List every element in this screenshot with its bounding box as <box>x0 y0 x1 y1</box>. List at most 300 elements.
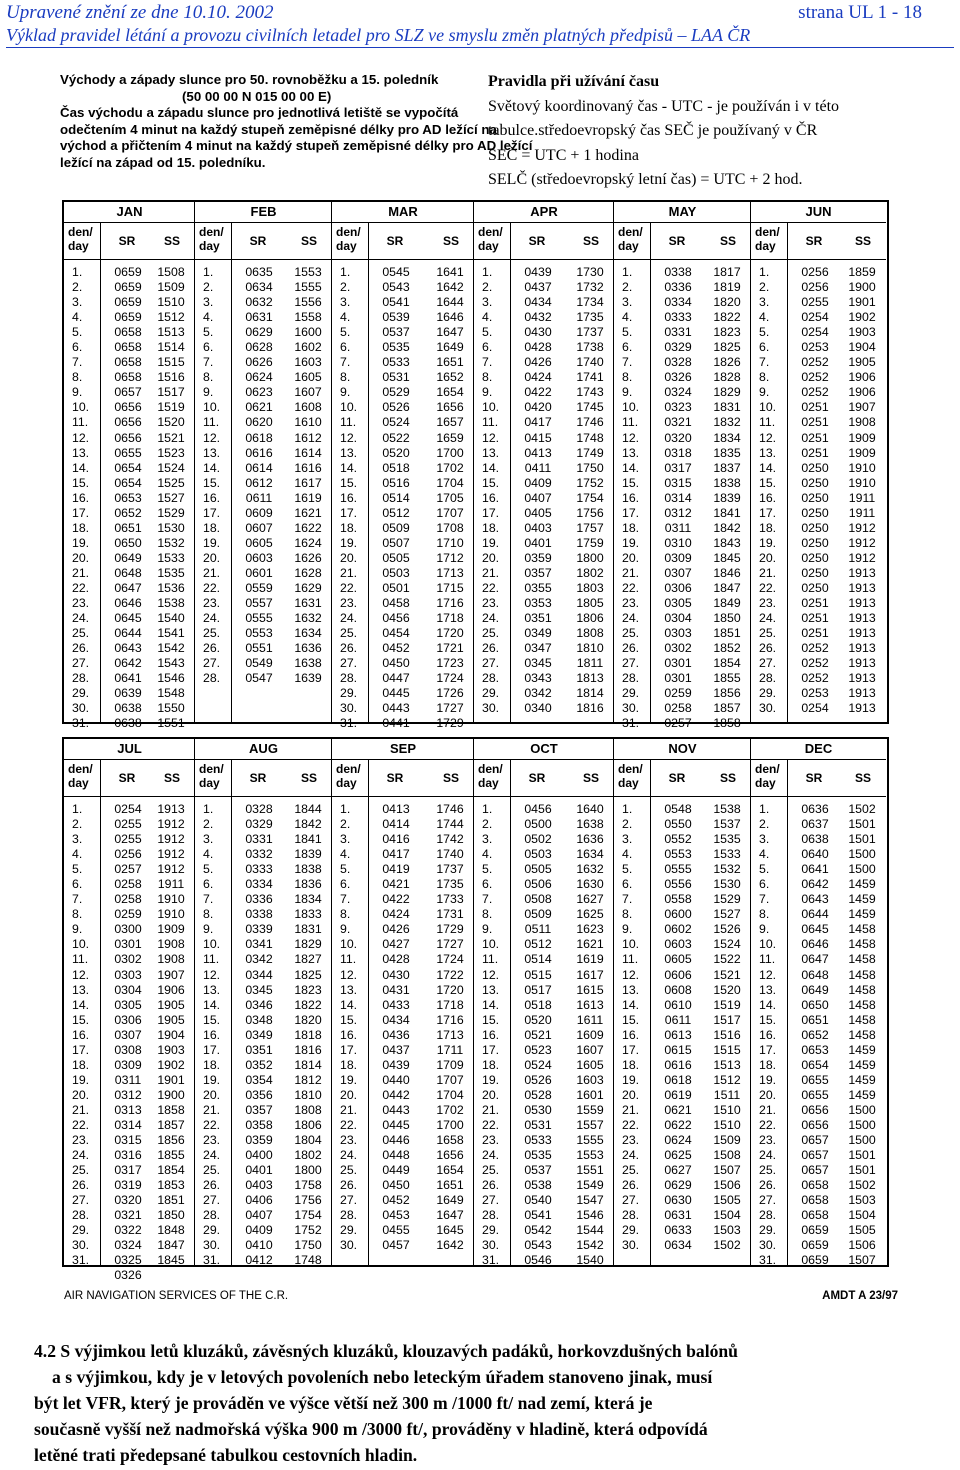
sunset-value: 1530 <box>157 520 185 535</box>
day-number: 26. <box>482 641 500 656</box>
day-number: 12. <box>622 967 640 982</box>
sunset-value: 1854 <box>157 1163 185 1178</box>
sunset-value: 1852 <box>713 641 741 656</box>
day-column-dec <box>759 802 776 1268</box>
sunset-value: 1505 <box>713 1193 741 1208</box>
sunset-value: 1900 <box>848 280 876 295</box>
sunset-value: 1641 <box>436 265 464 279</box>
sunset-value: 1756 <box>576 505 604 520</box>
sunrise-value: 0522 <box>382 430 410 445</box>
sunrise-value: 0635 <box>245 265 273 279</box>
sunrise-label: SR <box>528 234 546 248</box>
sunrise-value: 0515 <box>524 967 552 982</box>
sunset-value: 1519 <box>157 400 185 415</box>
column-header-feb <box>195 223 332 260</box>
sunset-column-oct <box>568 802 612 1268</box>
sunset-value: 1458 <box>848 952 876 967</box>
day-number: 5. <box>340 325 351 340</box>
sunrise-value: 0541 <box>382 295 410 310</box>
sunrise-value: 0359 <box>524 550 552 565</box>
sunset-value: 1658 <box>436 1133 464 1148</box>
sunset-value: 1513 <box>157 325 185 340</box>
sunset-value: 1632 <box>294 611 322 626</box>
sunset-value: 1800 <box>294 1163 322 1178</box>
day-column-jul <box>72 802 89 1284</box>
day-number: 25. <box>482 626 500 641</box>
sunrise-value: 0428 <box>382 952 410 967</box>
day-number: 16. <box>482 1027 500 1042</box>
sunset-value: 1522 <box>713 952 741 967</box>
sunrise-value: 0656 <box>114 415 142 430</box>
sunrise-value: 0602 <box>664 922 692 937</box>
sunset-value: 1615 <box>576 982 604 997</box>
sunset-label: SS <box>300 771 317 785</box>
month-divider <box>331 739 332 1265</box>
day-number: 22. <box>622 1117 640 1132</box>
sunset-value: 1838 <box>294 862 322 877</box>
sunset-value: 1810 <box>294 1087 322 1102</box>
sunrise-value: 0615 <box>664 1042 692 1057</box>
sunset-value: 1716 <box>436 1012 464 1027</box>
day-number: 28. <box>203 1208 221 1223</box>
day-number: 4. <box>482 310 493 325</box>
sunrise-column-sep <box>374 802 418 1253</box>
day-number: 16. <box>759 1027 777 1042</box>
day-number: 25. <box>759 1163 777 1178</box>
sunrise-value: 0403 <box>245 1178 273 1193</box>
sunset-value: 1501 <box>848 832 876 847</box>
time-rule-1: Světový koordinovaný čas - UTC - je používán i v této <box>488 97 840 115</box>
sunrise-value: 0259 <box>664 686 692 701</box>
day-number: 7. <box>482 355 493 370</box>
column-header-may <box>614 223 751 260</box>
day-label-day: day <box>199 239 220 253</box>
sunset-value: 1813 <box>576 671 604 686</box>
sunset-value: 1458 <box>848 1012 876 1027</box>
sunrise-value: 0427 <box>382 937 410 952</box>
sunrise-value: 0658 <box>114 355 142 370</box>
sunrise-value: 0250 <box>801 550 829 565</box>
sunset-label: SS <box>854 234 871 248</box>
sunrise-value: 0458 <box>382 596 410 611</box>
sunset-value: 1510 <box>157 295 185 310</box>
sunrise-value: 0653 <box>801 1042 829 1057</box>
sunrise-value: 0334 <box>664 295 692 310</box>
sunrise-value: 0619 <box>664 1087 692 1102</box>
sunrise-value: 0658 <box>114 370 142 385</box>
sunset-value: 1907 <box>848 400 876 415</box>
sunrise-value: 0304 <box>114 982 142 997</box>
sunset-value: 1908 <box>157 952 185 967</box>
sunset-value: 1907 <box>157 967 185 982</box>
sunrise-value: 0256 <box>801 280 829 295</box>
sunrise-value: 0657 <box>801 1133 829 1148</box>
sunset-value: 1750 <box>294 1238 322 1253</box>
sunset-value: 1516 <box>713 1027 741 1042</box>
day-number: 11. <box>72 952 89 967</box>
day-number: 20. <box>482 550 500 565</box>
day-number: 4. <box>203 310 214 325</box>
sunset-value: 1540 <box>157 611 185 626</box>
sunrise-value: 0652 <box>114 505 142 520</box>
sunrise-value: 0537 <box>524 1163 552 1178</box>
sunset-value: 1903 <box>157 1042 185 1057</box>
month-divider <box>194 739 195 1265</box>
sunrise-value: 0328 <box>245 802 273 816</box>
day-number: 28. <box>340 671 358 686</box>
day-label-day: day <box>755 239 776 253</box>
sunrise-label: SR <box>805 771 823 785</box>
sunset-value: 1607 <box>576 1042 604 1057</box>
sunset-value: 1642 <box>436 1238 464 1253</box>
sunset-value: 1510 <box>713 1102 741 1117</box>
sunrise-value: 0319 <box>114 1178 142 1193</box>
sunset-value: 1508 <box>157 265 185 279</box>
day-number: 30. <box>622 1238 640 1253</box>
sunset-value: 1621 <box>294 505 322 520</box>
sunrise-label: SR <box>118 234 136 248</box>
day-number: 9. <box>72 385 83 400</box>
sunrise-value: 0308 <box>114 1042 142 1057</box>
day-number: 6. <box>759 340 770 355</box>
day-number: 29. <box>759 686 777 701</box>
sunrise-value: 0533 <box>382 355 410 370</box>
sunset-value: 1906 <box>848 370 876 385</box>
day-number: 29. <box>340 686 358 701</box>
sunrise-value: 0655 <box>114 445 142 460</box>
sunset-value: 1833 <box>294 907 322 922</box>
day-number: 20. <box>759 1087 777 1102</box>
sunset-column-feb <box>286 265 330 686</box>
column-header-jun <box>751 223 886 260</box>
sunrise-value: 0251 <box>801 611 829 626</box>
day-number: 16. <box>72 490 90 505</box>
day-number: 15. <box>759 1012 777 1027</box>
day-number: 22. <box>72 1117 90 1132</box>
day-number: 29. <box>759 1223 777 1238</box>
sunset-value: 1617 <box>576 967 604 982</box>
sunrise-column-aug <box>237 802 281 1268</box>
sunset-value: 1834 <box>713 430 741 445</box>
sunset-value: 1628 <box>294 565 322 580</box>
sunrise-value: 0256 <box>801 265 829 279</box>
day-number: 29. <box>622 686 640 701</box>
sunset-value: 1912 <box>848 520 876 535</box>
day-number: 8. <box>482 370 493 385</box>
sun-table-jul-dec <box>62 737 889 1283</box>
sunset-value: 1856 <box>157 1133 185 1148</box>
sunset-value: 1634 <box>576 847 604 862</box>
day-number: 13. <box>759 982 777 997</box>
column-divider <box>231 223 232 722</box>
sunrise-value: 0426 <box>382 922 410 937</box>
sunset-value: 1710 <box>436 535 464 550</box>
sunset-value: 1553 <box>576 1148 604 1163</box>
sunset-value: 1837 <box>713 460 741 475</box>
sunrise-label: SR <box>249 771 267 785</box>
sunrise-value: 0543 <box>524 1238 552 1253</box>
sunset-value: 1638 <box>576 817 604 832</box>
paragraph-line-2: a s výjimkou, kdy je v letových povoleních nebo leteckým úřadem stanoveno jinak, musí <box>52 1367 713 1387</box>
day-number: 2. <box>72 817 83 832</box>
day-number: 10. <box>72 937 90 952</box>
day-column-mar <box>340 265 357 731</box>
sunset-value: 1822 <box>294 997 322 1012</box>
day-number: 15. <box>203 1012 221 1027</box>
day-number: 15. <box>72 1012 90 1027</box>
sunrise-value: 0649 <box>114 550 142 565</box>
sunset-value: 1536 <box>157 580 185 595</box>
day-number: 18. <box>759 520 777 535</box>
day-number: 6. <box>340 877 351 892</box>
sunrise-value: 0512 <box>524 937 552 952</box>
sunrise-column-dec <box>793 802 837 1268</box>
day-column-oct <box>482 802 499 1268</box>
sunset-value: 1619 <box>576 952 604 967</box>
sunrise-value: 0642 <box>801 877 829 892</box>
day-number: 8. <box>622 370 633 385</box>
sunrise-value: 0557 <box>245 596 273 611</box>
sunrise-value: 0644 <box>801 907 829 922</box>
sunrise-value: 0417 <box>524 415 552 430</box>
day-number: 19. <box>340 1072 358 1087</box>
day-number: 7. <box>203 892 214 907</box>
day-number: 19. <box>72 535 90 550</box>
day-label-day: day <box>68 776 89 790</box>
day-number: 13. <box>340 445 358 460</box>
sunrise-value: 0252 <box>801 671 829 686</box>
sunrise-value: 0520 <box>382 445 410 460</box>
sunrise-value: 0538 <box>524 1178 552 1193</box>
sunset-value: 1632 <box>576 862 604 877</box>
day-number: 25. <box>622 626 640 641</box>
sunrise-value: 0656 <box>114 400 142 415</box>
sunset-value: 1521 <box>713 967 741 982</box>
day-number: 7. <box>759 892 770 907</box>
sunset-value: 1912 <box>157 832 185 847</box>
day-number: 11. <box>622 952 639 967</box>
day-number: 1. <box>482 802 493 816</box>
day-number: 21. <box>340 1102 358 1117</box>
sunrise-column-mar <box>374 265 418 731</box>
day-number: 17. <box>759 1042 777 1057</box>
sunset-value: 1829 <box>713 385 741 400</box>
day-number: 8. <box>72 370 83 385</box>
sunrise-value: 0500 <box>524 817 552 832</box>
sunrise-value: 0403 <box>524 520 552 535</box>
day-number: 30. <box>340 1238 358 1253</box>
month-header-jun: JUN <box>751 202 886 223</box>
sunrise-value: 0253 <box>801 340 829 355</box>
sunrise-value: 0618 <box>664 1072 692 1087</box>
paragraph-line-3: být let VFR, který je prováděn ve výšce větší než 300 m /1000 ft/ nad zemí, která je <box>34 1393 653 1413</box>
sunrise-value: 0317 <box>114 1163 142 1178</box>
page-number: strana UL 1 - 18 <box>798 2 922 23</box>
sunrise-value: 0558 <box>664 892 692 907</box>
day-number: 24. <box>72 1148 90 1163</box>
day-number: 11. <box>759 415 776 430</box>
sunrise-value: 0641 <box>801 862 829 877</box>
sunset-value: 1537 <box>713 817 741 832</box>
sunrise-value: 0306 <box>664 580 692 595</box>
sunset-value: 1738 <box>576 340 604 355</box>
sunset-value: 1913 <box>848 641 876 656</box>
day-number: 20. <box>203 550 221 565</box>
sunset-value: 1503 <box>713 1223 741 1238</box>
day-number: 22. <box>759 580 777 595</box>
day-number: 9. <box>622 385 633 400</box>
sunset-label: SS <box>719 234 736 248</box>
sunrise-value: 0456 <box>382 611 410 626</box>
sunset-value: 1913 <box>848 565 876 580</box>
sunrise-value: 0315 <box>114 1133 142 1148</box>
sunrise-value: 0345 <box>524 656 552 671</box>
sunset-value: 1845 <box>713 550 741 565</box>
day-number: 22. <box>203 1117 221 1132</box>
sunrise-value: 0409 <box>245 1223 273 1238</box>
day-column-label <box>755 762 780 790</box>
sunset-value: 1735 <box>576 310 604 325</box>
sunrise-value: 0441 <box>382 716 410 731</box>
sunset-value: 1750 <box>576 460 604 475</box>
day-number: 3. <box>340 832 351 847</box>
day-number: 15. <box>622 1012 640 1027</box>
sunset-value: 1504 <box>848 1208 876 1223</box>
sunrise-value: 0647 <box>801 952 829 967</box>
day-label-day: day <box>618 239 639 253</box>
column-header-oct <box>474 760 614 797</box>
sunrise-value: 0540 <box>524 1193 552 1208</box>
time-rule-2: tabulce.středoevropský čas SEČ je používaný v ČR <box>488 122 818 139</box>
day-number: 17. <box>622 1042 640 1057</box>
day-number: 7. <box>340 355 351 370</box>
day-number: 3. <box>759 832 770 847</box>
sunrise-value: 0354 <box>245 1072 273 1087</box>
day-number: 3. <box>203 295 214 310</box>
sunset-value: 1848 <box>157 1223 185 1238</box>
sunrise-value: 0351 <box>245 1042 273 1057</box>
sunrise-label: SR <box>386 771 404 785</box>
day-number: 11. <box>340 952 357 967</box>
sunset-value: 1608 <box>294 400 322 415</box>
day-number: 2. <box>203 280 214 295</box>
day-number: 16. <box>759 490 777 505</box>
day-number: 10. <box>72 400 90 415</box>
sunset-value: 1903 <box>848 325 876 340</box>
sunrise-value: 0349 <box>245 1027 273 1042</box>
sunrise-value: 0627 <box>664 1163 692 1178</box>
sunrise-value: 0437 <box>382 1042 410 1057</box>
sunset-label: SS <box>582 234 599 248</box>
sunrise-value: 0629 <box>245 325 273 340</box>
sunset-value: 1651 <box>436 355 464 370</box>
day-number: 7. <box>203 355 214 370</box>
sunrise-value: 0505 <box>524 862 552 877</box>
day-number: 9. <box>340 385 351 400</box>
day-number: 5. <box>340 862 351 877</box>
sunset-value: 1720 <box>436 982 464 997</box>
day-number: 11. <box>203 415 220 430</box>
day-number: 22. <box>340 580 358 595</box>
sunset-value: 1752 <box>576 475 604 490</box>
sunrise-value: 0303 <box>114 967 142 982</box>
sunrise-value: 0605 <box>245 535 273 550</box>
day-number: 25. <box>482 1163 500 1178</box>
sunset-value: 1910 <box>157 907 185 922</box>
day-number: 4. <box>340 847 351 862</box>
sunset-value: 1820 <box>713 295 741 310</box>
sunset-value: 1530 <box>713 877 741 892</box>
sunrise-value: 0638 <box>114 701 142 716</box>
title-line-1: Východy a západy slunce pro 50. rovnoběžku a 15. poledník <box>60 72 439 87</box>
sunrise-value: 0326 <box>114 1268 142 1283</box>
sunset-value: 1834 <box>294 892 322 907</box>
sunrise-value: 0338 <box>664 265 692 279</box>
sunset-value: 1733 <box>436 892 464 907</box>
day-number: 26. <box>622 641 640 656</box>
sunrise-value: 0614 <box>245 460 273 475</box>
sunset-label: SS <box>163 234 180 248</box>
sunrise-value: 0409 <box>524 475 552 490</box>
sunrise-value: 0648 <box>114 565 142 580</box>
day-column-label <box>199 762 224 790</box>
sunrise-value: 0550 <box>664 817 692 832</box>
day-number: 6. <box>622 877 633 892</box>
day-number: 2. <box>340 280 351 295</box>
sunrise-value: 0313 <box>114 1102 142 1117</box>
sunrise-value: 0302 <box>664 641 692 656</box>
sunset-value: 1843 <box>713 535 741 550</box>
sunset-value: 1905 <box>848 355 876 370</box>
sunrise-value: 0401 <box>245 1163 273 1178</box>
day-number: 24. <box>203 1148 221 1163</box>
sunset-value: 1759 <box>576 535 604 550</box>
sunrise-label: SR <box>668 234 686 248</box>
sunrise-value: 0611 <box>664 1012 692 1027</box>
sunrise-value: 0328 <box>664 355 692 370</box>
day-number: 30. <box>622 701 640 716</box>
sunrise-value: 0621 <box>245 400 273 415</box>
day-label-day: day <box>478 239 499 253</box>
day-label-den: den/ <box>68 225 93 239</box>
day-number: 9. <box>622 922 633 937</box>
sunset-value: 1754 <box>576 490 604 505</box>
sunrise-value: 0306 <box>114 1012 142 1027</box>
sunset-value: 1720 <box>436 626 464 641</box>
day-number: 28. <box>72 1208 90 1223</box>
day-number: 13. <box>482 445 500 460</box>
sunrise-value: 0257 <box>664 716 692 731</box>
sunset-value: 1859 <box>848 265 876 279</box>
day-number: 18. <box>482 1057 500 1072</box>
sunrise-value: 0623 <box>245 385 273 400</box>
day-number: 30. <box>72 701 90 716</box>
column-header-dec <box>751 760 886 797</box>
day-number: 8. <box>759 370 770 385</box>
day-number: 12. <box>482 430 500 445</box>
sunrise-value: 0419 <box>382 862 410 877</box>
month-divider <box>750 739 751 1265</box>
sunset-value: 1842 <box>294 817 322 832</box>
day-column-nov <box>622 802 639 1253</box>
day-number: 22. <box>482 580 500 595</box>
sunrise-value: 0436 <box>382 1027 410 1042</box>
sunset-value: 1715 <box>436 580 464 595</box>
day-number: 3. <box>482 832 493 847</box>
month-divider <box>194 202 195 722</box>
sunrise-value: 0310 <box>664 535 692 550</box>
sunset-value: 1900 <box>157 1087 185 1102</box>
